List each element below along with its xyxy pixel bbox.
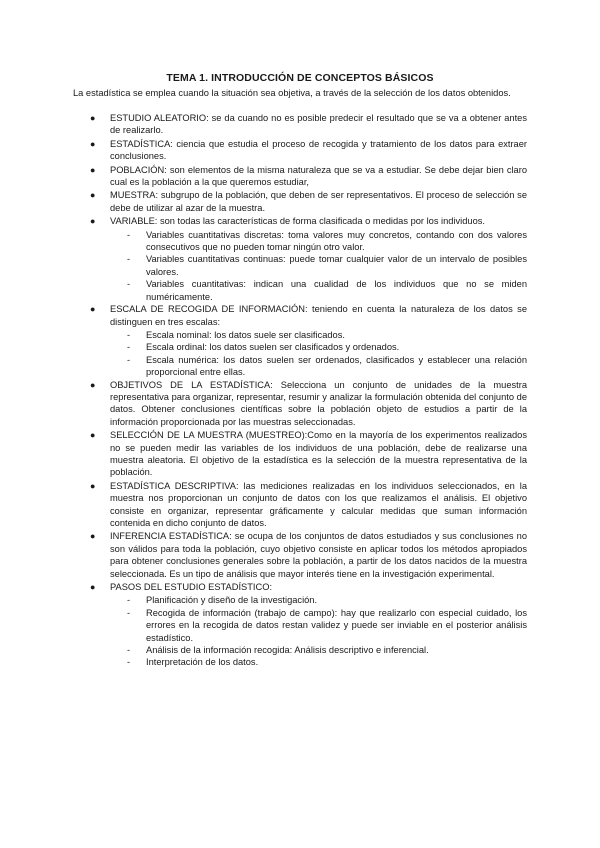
- list-item-text: SELECCIÓN DE LA MUESTRA (MUESTREO):Como en la mayoría de los experimentos realizados no se pueden medir las variables de los individuos de una población, debe de realizarse una muestra aleatoria. El objetivo de la estadística es la selección de la muestra representativa de la población.: [110, 430, 527, 478]
- sub-list-item: [0, 329, 600, 341]
- sub-list-item: [0, 253, 600, 278]
- sub-list-item-text: Variables cuantitativas continuas: puede tomar cualquier valor de un intervalo de posibles valores.: [146, 254, 527, 277]
- list-item-text: PASOS DEL ESTUDIO ESTADÍSTICO:: [110, 582, 273, 593]
- list-item-text: OBJETIVOS DE LA ESTADÍSTICA: Selecciona un conjunto de unidades de la muestra representativa para organizar, representar, resumir y analizar la formulación obtenida del conjunto de datos. Obtener conclusiones científicas sobre la población objeto de estudios a partir de la información proporcionada por las muestras seleccionadas.: [110, 379, 527, 427]
- list-item-text: POBLACIÓN: son elementos de la misma naturaleza que se va a estudiar. Se debe dejar bien claro cual es la población a la que queremos estudiar,: [110, 164, 527, 188]
- bullet-icon: ●: [90, 430, 96, 441]
- bullet-list: [0, 112, 600, 669]
- sub-list-item-text: Escala numérica: los datos suelen ser ordenados, clasificados y establecer una relación proporcional entre ellas.: [146, 354, 527, 378]
- list-item: [0, 581, 600, 593]
- sub-list-item: [0, 607, 600, 644]
- list-item-text: ESTADÍSTICA DESCRIPTIVA: las mediciones realizadas en los individuos seleccionados, en la muestra nos proporcionan un conjunto de datos con los que realizamos el análisis. El objetivo consiste en organizar, representar gráficamente y calcular medidas que suman información contenida en dicho conjunto de datos.: [110, 480, 527, 528]
- sub-list-item: [0, 644, 600, 656]
- sub-list-item-text: Planificación y diseño de la investigación.: [146, 595, 318, 606]
- dash-icon: -: [127, 329, 131, 340]
- sub-list-item-text: Escala ordinal: los datos suelen ser clasificados y ordenados.: [146, 342, 400, 353]
- sub-list-item: [0, 656, 600, 668]
- bullet-icon: ●: [90, 190, 96, 201]
- list-item-text: ESTUDIO ALEATORIO: se da cuando no es posible predecir el resultado que se va a obtener antes de realizarlo.: [110, 113, 527, 136]
- list-item-text: VARIABLE: son todas las características de forma clasificada o medidas por los individuos.: [110, 216, 485, 227]
- list-item: [0, 138, 600, 163]
- list-item: [0, 164, 600, 189]
- bullet-icon: ●: [90, 216, 96, 227]
- dash-icon: -: [127, 279, 131, 290]
- bullet-icon: ●: [90, 582, 96, 593]
- sub-list-item-text: Interpretación de los datos.: [146, 657, 259, 668]
- dash-icon: -: [127, 342, 131, 353]
- dash-icon: -: [127, 254, 131, 265]
- bullet-icon: ●: [90, 138, 96, 149]
- list-item: [0, 429, 600, 479]
- dash-icon: -: [127, 657, 131, 668]
- sub-list-item-text: Recogida de información (trabajo de campo): hay que realizarlo con especial cuidado, los errores en la recogida de datos restan validez y puede ser inviable en el posterior análisis estadístico.: [146, 607, 527, 643]
- list-item: [0, 189, 600, 214]
- dash-icon: -: [127, 595, 131, 606]
- sub-list-item-text: Análisis de la información recogida: Análisis descriptivo e inferencial.: [146, 645, 429, 656]
- sub-list-item: [0, 278, 600, 303]
- intro-paragraph: La estadística se emplea cuando la situación sea objetiva, a través de la selección de los datos obtenidos.: [73, 88, 511, 98]
- list-item: [0, 112, 600, 137]
- list-item-text: ESTADÍSTICA: ciencia que estudia el proceso de recogida y tratamiento de los datos para extraer conclusiones.: [110, 138, 527, 162]
- bullet-icon: ●: [90, 531, 96, 542]
- dash-icon: -: [127, 607, 131, 618]
- sub-list-item-text: Escala nominal: los datos suele ser clasificados.: [146, 329, 345, 340]
- list-item-text: INFERENCIA ESTADÍSTICA: se ocupa de los conjuntos de datos estudiados y sus conclusiones no son válidos para toda la población, cuyo objetivo consiste en aplicar todos los métodos apropiados para obtener conclusiones generales sobre la población, a partir de los datos nacidos de la muestra seleccionada. Es un tipo de análisis que mayor interés tiene en la investigación experimental.: [110, 531, 527, 579]
- dash-icon: -: [127, 229, 131, 240]
- bullet-icon: ●: [90, 304, 96, 315]
- dash-icon: -: [127, 354, 131, 365]
- bullet-icon: ●: [90, 164, 96, 175]
- list-item-text: MUESTRA: subgrupo de la población, que deben de ser representativos. El proceso de selección se debe de utilizar al azar de la muestra.: [110, 190, 527, 213]
- bullet-icon: ●: [90, 113, 96, 123]
- dash-icon: -: [127, 645, 131, 656]
- list-item: [0, 379, 600, 429]
- page-title: TEMA 1. INTRODUCCIÓN DE CONCEPTOS BÁSICOS: [166, 72, 434, 84]
- sub-list-item: [0, 594, 600, 606]
- sub-list-item-text: Variables cuantitativas discretas: toma valores muy concretos, contando con dos valores consecutivos que no pueden tomar ningún otro valor.: [146, 229, 527, 253]
- bullet-icon: ●: [90, 480, 96, 491]
- sub-list-item: [0, 354, 600, 379]
- list-item: [0, 215, 600, 227]
- bullet-icon: ●: [90, 379, 96, 390]
- sub-list-item-text: Variables cuantitativas: indican una cualidad de los individuos que no se miden numéricamente.: [146, 279, 527, 302]
- sub-list-item: [0, 229, 600, 254]
- list-item: [0, 480, 600, 530]
- sub-list-item: [0, 341, 600, 353]
- list-item: [0, 530, 600, 580]
- list-item-text: ESCALA DE RECOGIDA DE INFORMACIÓN: teniendo en cuenta la naturaleza de los datos se distinguen en tres escalas:: [110, 304, 527, 327]
- list-item: [0, 303, 600, 328]
